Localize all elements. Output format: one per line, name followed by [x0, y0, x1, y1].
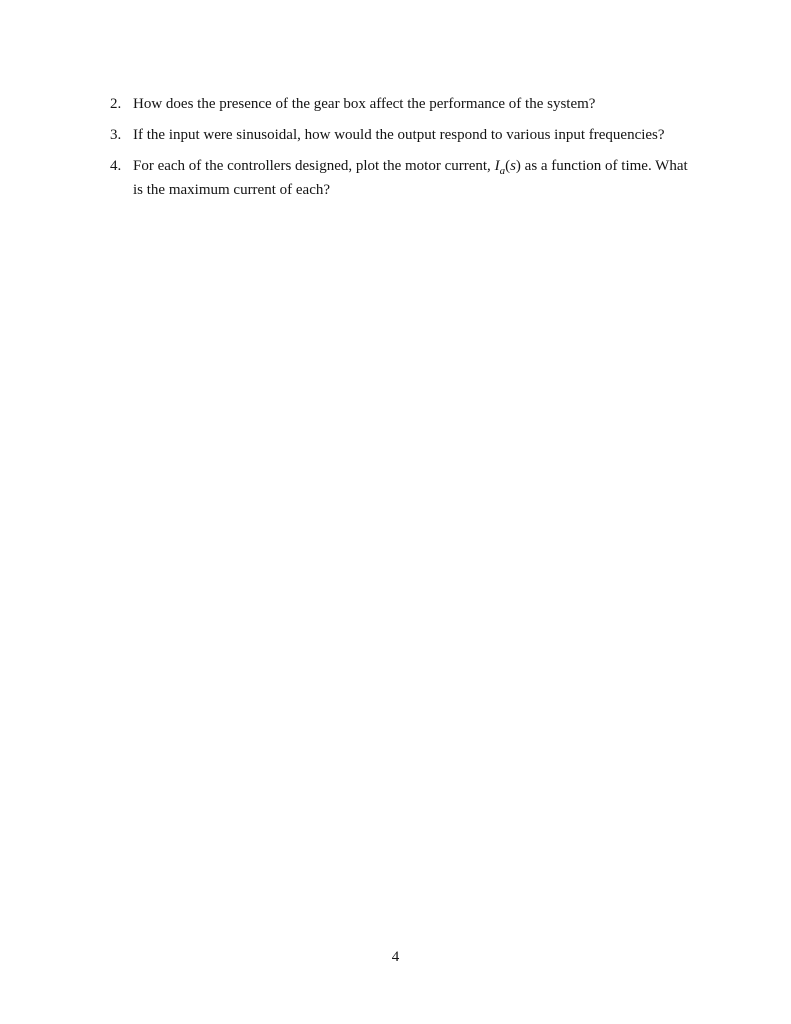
question-list [110, 95, 710, 212]
item-number: 2. [110, 96, 122, 112]
question-text-after-math: as a function of time. What [520, 158, 688, 174]
math-variable: I [494, 158, 500, 174]
page-number: 4 [391, 949, 400, 965]
list-item [110, 126, 710, 145]
math-subscript: a [499, 165, 506, 177]
question-text: How does the presence of the gear box affect the performance of the system? [133, 96, 596, 112]
math-argument: s [510, 158, 516, 174]
question-text-line2: is the maximum current of each? [133, 182, 331, 198]
item-number: 3. [110, 127, 122, 143]
list-item [110, 157, 710, 200]
math-open-paren: ( [505, 158, 511, 174]
question-text-before-math: For each of the controllers designed, plot the motor current, [133, 158, 495, 174]
question-text: If the input were sinusoidal, how would the output respond to various input frequencies? [133, 127, 665, 143]
item-number: 4. [110, 158, 122, 174]
list-item [110, 95, 710, 114]
question-text [133, 157, 699, 200]
math-close-paren: ) [515, 158, 521, 174]
